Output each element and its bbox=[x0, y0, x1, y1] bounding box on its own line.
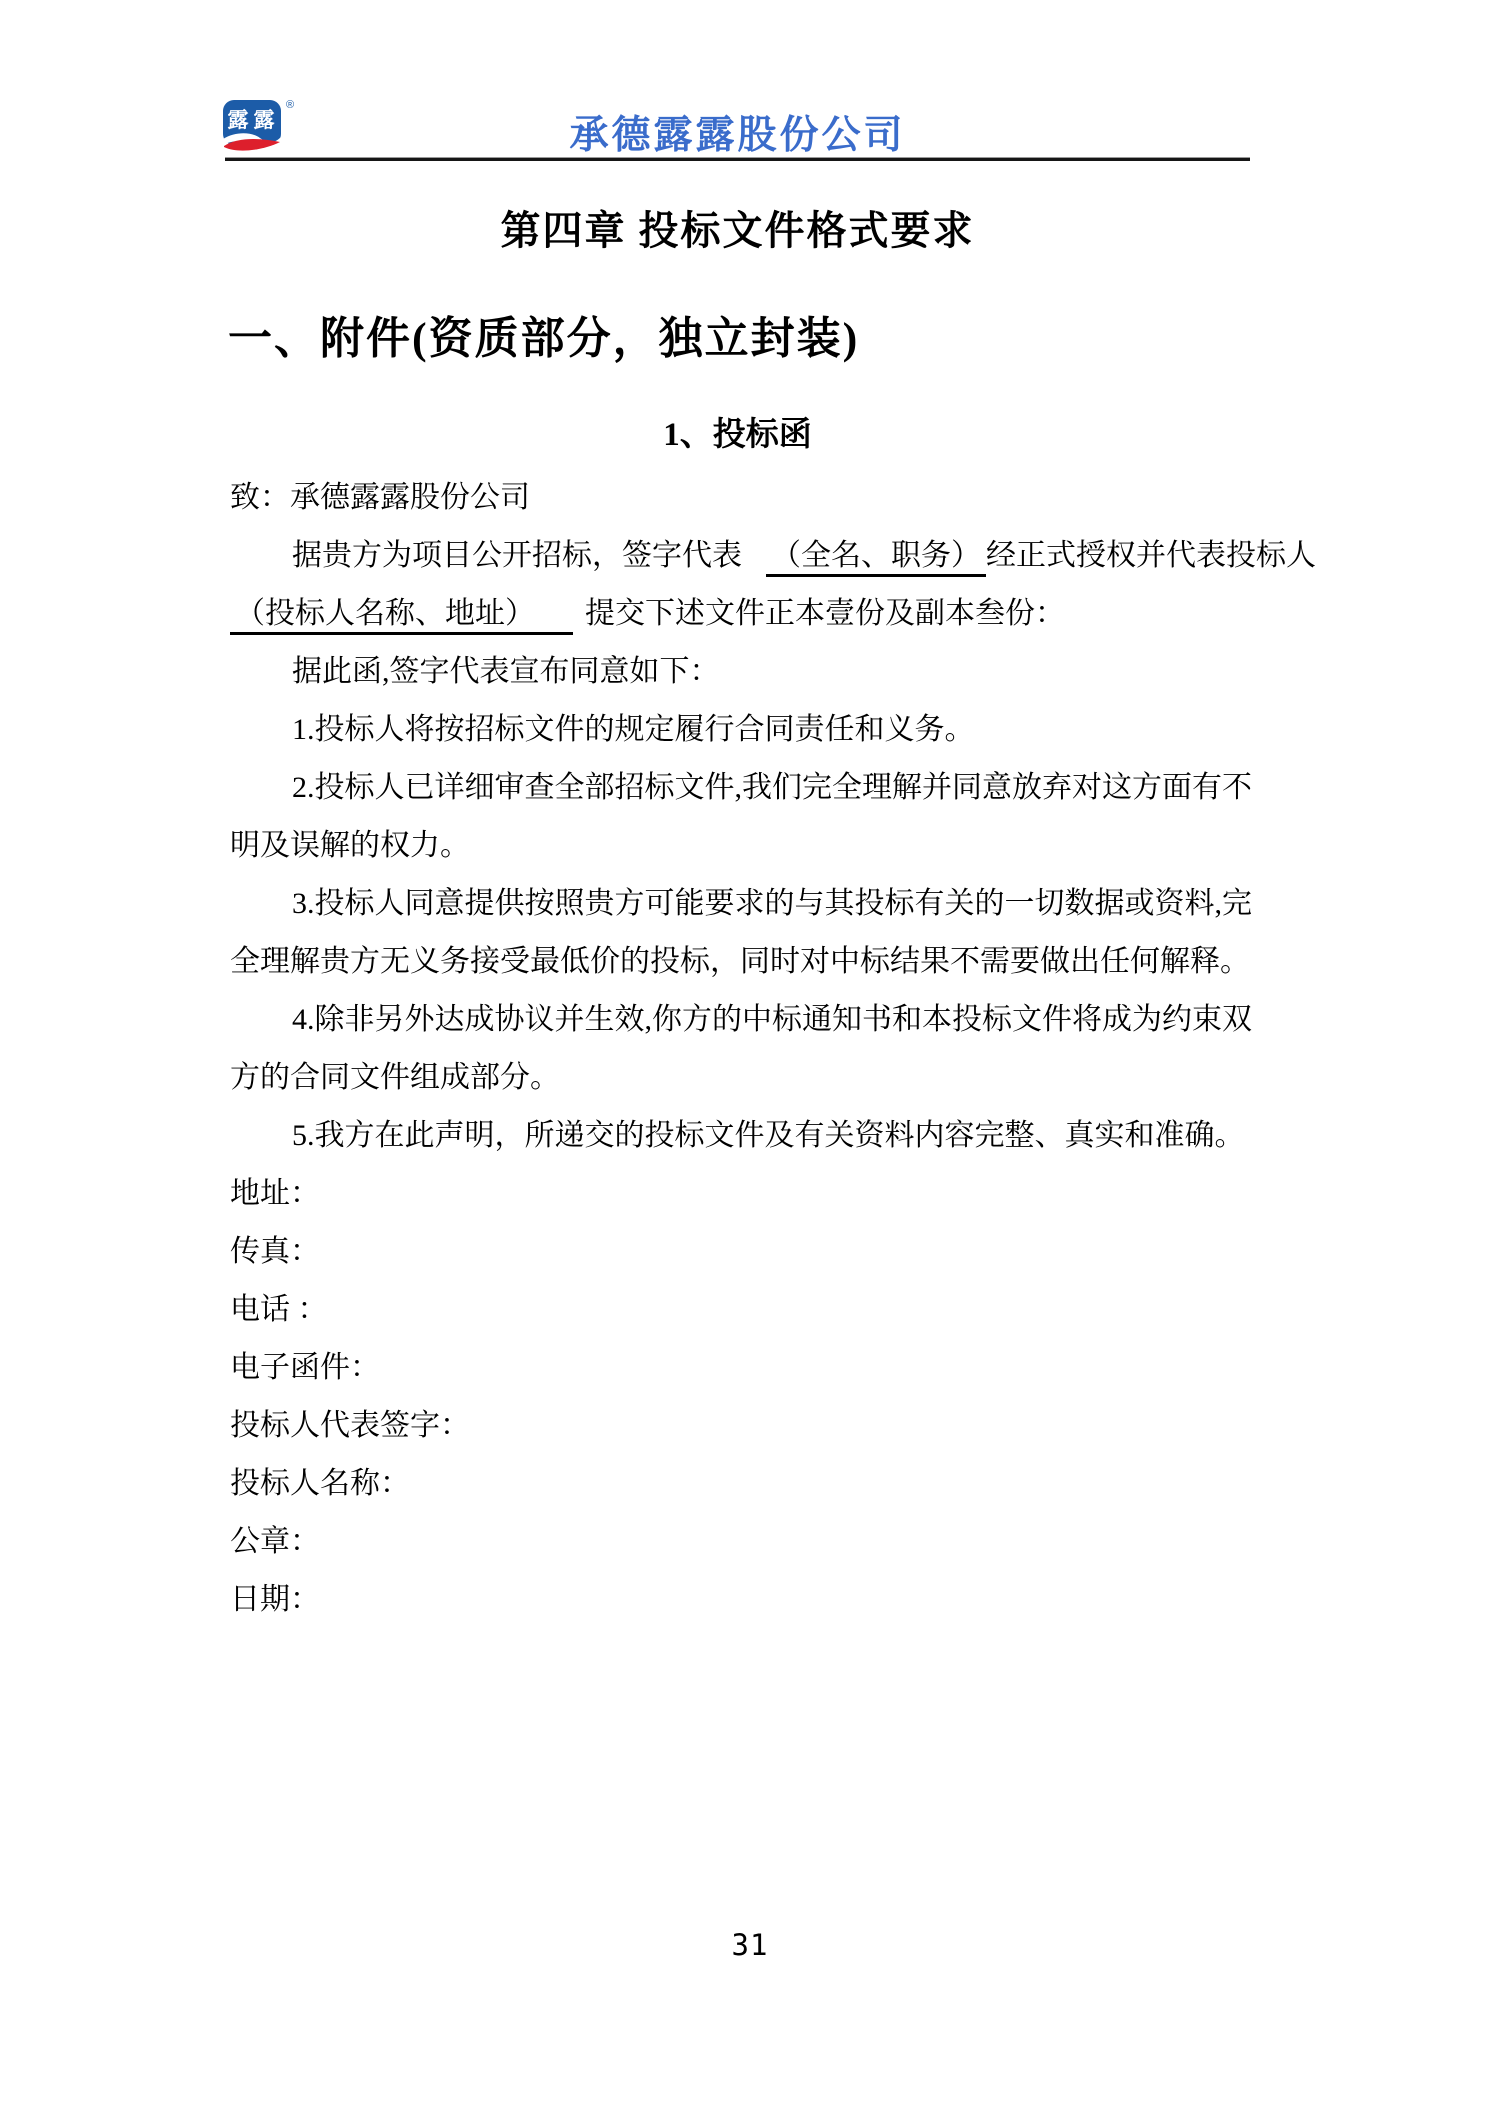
declaration-lead-line: 据此函,签字代表宣布同意如下： bbox=[292, 655, 720, 688]
intro-text: 提交下述文件正本壹份及副本叁份： bbox=[585, 597, 1065, 630]
registered-trademark-mark: ® bbox=[286, 99, 294, 111]
signer-name-title-blank: （全名、职务） bbox=[766, 539, 986, 577]
form-title: 1、投标函 bbox=[663, 417, 812, 453]
clause-line: 1.投标人将按招标文件的规定履行合同责任和义务。 bbox=[292, 713, 975, 746]
section-heading: 一、附件(资质部分，独立封装) bbox=[228, 314, 860, 363]
signature-field-fax: 传真： bbox=[230, 1235, 320, 1268]
signature-field-representative-signature: 投标人代表签字： bbox=[230, 1409, 470, 1442]
intro-line-2 bbox=[230, 585, 1250, 643]
svg-text:露: 露 bbox=[253, 108, 275, 132]
company-name-header: 承德露露股份公司 bbox=[569, 114, 906, 157]
signature-field-official-seal: 公章： bbox=[230, 1525, 320, 1558]
clause-line: 3.投标人同意提供按照贵方可能要求的与其投标有关的一切数据或资料,完 bbox=[292, 887, 1252, 920]
page-number: 31 bbox=[731, 1928, 769, 1962]
clause-continuation-line: 方的合同文件组成部分。 bbox=[230, 1061, 560, 1094]
clause-continuation-line: 全理解贵方无义务接受最低价的投标，同时对中标结果不需要做出任何解释。 bbox=[230, 945, 1250, 978]
signature-field-phone: 电话 ： bbox=[230, 1293, 328, 1326]
intro-text: 据贵方为项目公开招标，签字代表 bbox=[292, 539, 742, 572]
letter-body bbox=[230, 469, 1316, 1629]
signature-field-date: 日期： bbox=[230, 1583, 320, 1616]
chapter-title: 第四章 投标文件格式要求 bbox=[500, 208, 975, 253]
svg-text:露: 露 bbox=[227, 108, 249, 132]
intro-text: 经正式授权并代表投标人 bbox=[986, 539, 1316, 572]
signature-field-bidder-name: 投标人名称： bbox=[230, 1467, 410, 1500]
bidder-name-address-blank: （投标人名称、地址） bbox=[230, 597, 573, 635]
clause-line: 4.除非另外达成协议并生效,你方的中标通知书和本投标文件将成为约束双 bbox=[292, 1003, 1252, 1036]
intro-line-1 bbox=[230, 527, 1316, 585]
clause-continuation-line: 明及误解的权力。 bbox=[230, 829, 470, 862]
signature-field-email: 电子函件： bbox=[230, 1351, 380, 1384]
signature-field-address: 地址： bbox=[230, 1177, 320, 1210]
salutation-line: 致：承德露露股份公司 bbox=[230, 481, 530, 514]
clause-line: 5.我方在此声明，所递交的投标文件及有关资料内容完整、真实和准确。 bbox=[292, 1119, 1245, 1152]
header-divider-line bbox=[225, 157, 1250, 161]
clause-line: 2.投标人已详细审查全部招标文件,我们完全理解并同意放弃对这方面有不 bbox=[292, 771, 1252, 804]
